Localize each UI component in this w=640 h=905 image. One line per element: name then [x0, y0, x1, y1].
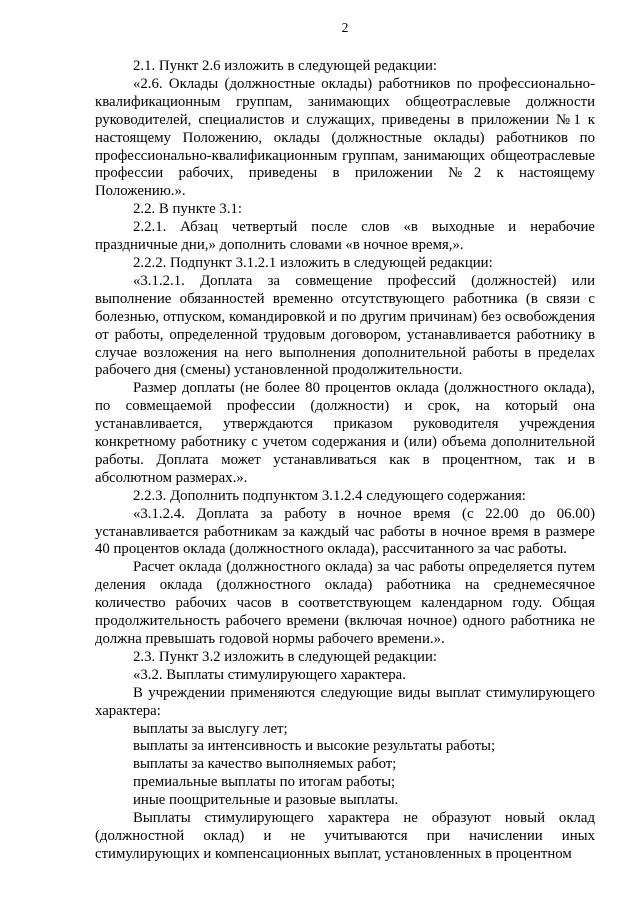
paragraph-2-2-1: 2.2.1. Абзац четвертый после слов «в выходные и нерабочие праздничные дни,» дополнить словами «в ночное время,». [95, 219, 595, 254]
paragraph-2-6-text: «2.6. Оклады (должностные оклады) работников по профессионально-квалификационным группам, занимающих общеотраслевые должности руководителей, специалистов и служащих, приведены в приложении №1 к настоящему Положению, оклады (должностные оклады) работников по профессионально-квалификационным группам, занимающих общеотраслевые профессии рабочих, приведены в приложении №2 к настоящему Положению.». [95, 75, 595, 200]
paragraph-2-3: 2.3. Пункт 3.2 изложить в следующей редакции: [133, 648, 437, 665]
paragraph-3-2-title: «3.2. Выплаты стимулирующего характера. [133, 666, 406, 683]
paragraph-2-2-3: 2.2.3. Дополнить подпунктом 3.1.2.4 следующего содержания: [133, 487, 526, 504]
list-item: выплаты за качество выполняемых работ; [133, 756, 397, 773]
paragraph-2-1: 2.1. Пункт 2.6 изложить в следующей редакции: [133, 58, 437, 74]
list-item: премиальные выплаты по итогам работы; [133, 774, 396, 791]
list-item: выплаты за интенсивность и высокие результаты работы; [133, 738, 496, 755]
paragraph-2-2-2: 2.2.2. Подпункт 3.1.2.1 изложить в следующей редакции: [133, 254, 493, 271]
paragraph-hourly-calc: Расчет оклада (должностного оклада) за час работы определяется путем деления оклада (должностного оклада) работника на среднемесячное количество рабочих часов в соответствующем календарном году. Общая продолжительность рабочего времени (включая ночное) одного работника не должна превышать годовой нормы рабочего времени.». [95, 559, 595, 647]
page-number: 2 [341, 20, 349, 35]
paragraph-stimulus-types: В учреждении применяются следующие виды выплат стимулирующего характера: [95, 684, 595, 719]
list-item: выплаты за выслугу лет; [133, 720, 288, 737]
list-item: иные поощрительные и разовые выплаты. [133, 792, 399, 809]
paragraph-3-1-2-1: «3.1.2.1. Доплата за совмещение профессий (должностей) или выполнение обязанностей временно отсутствующего работника (в связи с болезнью, отпуском, командировкой и по другим причинам) без освобождения от работы, определенной трудовым договором, устанавливается работнику в случае возложения на него выполнения дополнительной работы в пределах рабочего дня (смены) установленной продолжительности. [95, 272, 595, 379]
paragraph-stimulus-note: Выплаты стимулирующего характера не образуют новый оклад (должностной оклад) и не учитываются при начислении иных стимулирующих и компенсационных выплат, установленных в процентном [95, 810, 595, 862]
paragraph-3-1-2-4: «3.1.2.4. Доплата за работу в ночное время (с 22.00 до 06.00) устанавливается работникам за каждый час работы в ночное время в размере 40 процентов оклада (должностного оклада), рассчитанного за час работы. [95, 505, 595, 558]
paragraph-doplata-size: Размер доплаты (не более 80 процентов оклада (должностного оклада), по совмещаемой профессии (должности) и срок, на который она устанавливается, утверждаются приказом руководителя учреждения конкретному работнику с учетом содержания и (или) объема дополнительной работы. Доплата может устанавливаться как в процентном, так и в абсолютном размерах.». [95, 380, 595, 486]
paragraph-2-2: 2.2. В пункте 3.1: [133, 201, 243, 218]
